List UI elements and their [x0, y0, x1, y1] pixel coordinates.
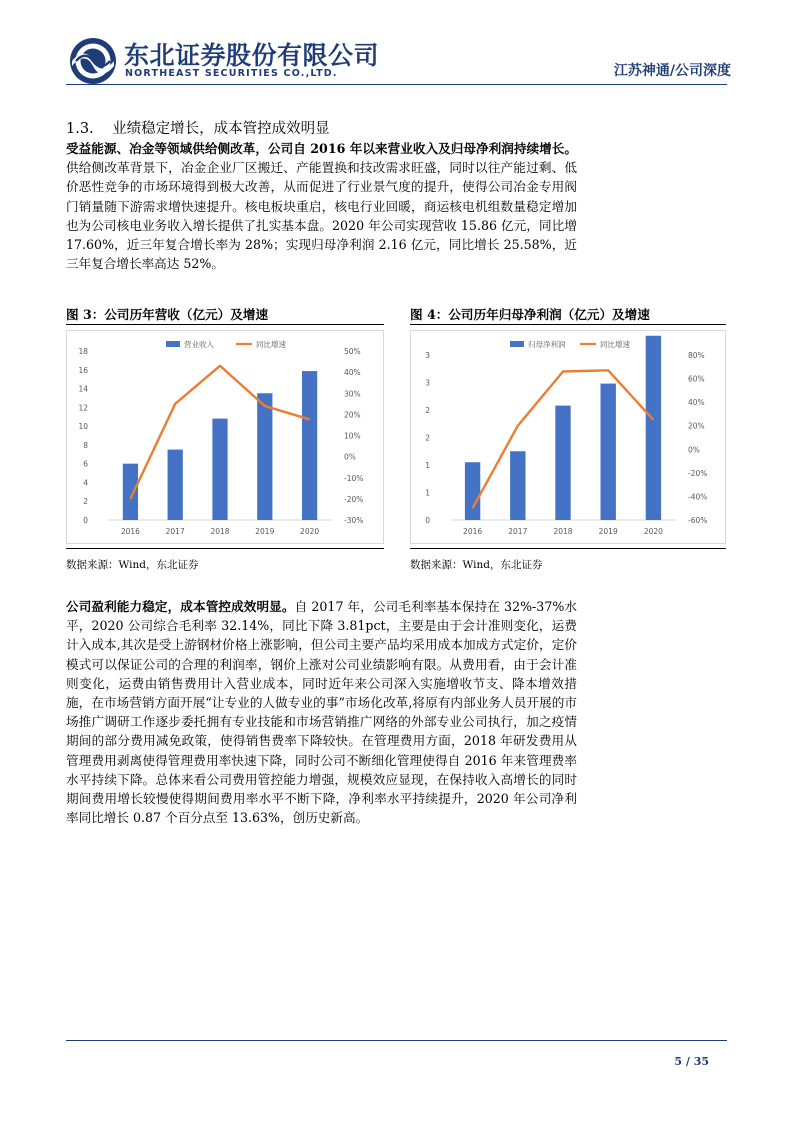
y-right-tick-label: -20% — [344, 494, 364, 504]
bar-2019 — [601, 384, 616, 520]
y-left-tick-label: 14 — [78, 384, 88, 394]
y-right-tick-label: -20% — [688, 468, 708, 478]
y-right-tick-label: 10% — [344, 431, 361, 441]
y-right-tick-label: 40% — [344, 368, 361, 378]
y-left-tick-label: 6 — [83, 459, 88, 469]
x-tick-label: 2018 — [210, 527, 230, 536]
section-heading — [66, 117, 330, 138]
company-logo — [68, 36, 118, 86]
y-right-tick-label: -60% — [688, 516, 708, 525]
x-tick-label: 2020 — [643, 527, 663, 536]
y-left-tick-label: 10 — [78, 422, 88, 432]
y-left-tick-label: 8 — [83, 440, 88, 450]
y-right-tick-label: 80% — [688, 351, 705, 360]
company-name-cn: 东北证券股份有限公司 — [124, 41, 380, 70]
y-left-tick-label: 12 — [78, 403, 88, 413]
figure-4-rule — [410, 324, 726, 325]
page-number: 5 / 35 — [674, 1055, 709, 1068]
revenue-chart — [66, 330, 384, 544]
paragraph-lead: 受益能源、冶金等领域供给侧改革，公司自 2016 年以来营业收入及归母净利润持续增长。 — [66, 141, 577, 156]
figure-4-title: 图 4：公司历年归母净利润（亿元）及增速 — [410, 307, 650, 322]
x-tick-label: 2019 — [598, 527, 618, 536]
legend-line-label: 同比增速 — [256, 340, 286, 349]
y-right-tick-label: 0% — [344, 452, 356, 462]
section-number: 1.3. — [66, 121, 94, 137]
y-right-tick-label: 50% — [344, 347, 361, 356]
y-right-tick-label: 0% — [688, 445, 700, 455]
paragraph-lead: 公司盈利能力稳定，成本管控成效明显。 — [66, 599, 295, 614]
y-right-tick-label: -40% — [688, 492, 708, 502]
bar-2018 — [212, 419, 227, 520]
y-left-tick-label: 0 — [83, 516, 88, 525]
legend-bar-label: 归母净利润 — [528, 340, 566, 349]
legend-line-label: 同比增速 — [600, 340, 630, 349]
paragraph-profitability — [66, 597, 577, 827]
legend-bar-label: 营业收入 — [184, 340, 214, 349]
figure-3-rule — [66, 324, 384, 325]
paragraph-body: 供给侧改革背景下，冶金企业厂区搬迁、产能置换和技改需求旺盛，同时以往产能过剩、低价恶性竞争的市场环境得到极大改善，从而促进了行业景气度的提升，使得公司冶金专用阀门销量随下游需求增快速提升。核电板块重启，核电行业回暖，商运核电机组数量稳定增加也为公司核电业务收入增长提供了扎实基本盘。2020 年公司实现营收 15.86 亿元，同比增 17.60%，近三年复合增长率为 28%；实现归母净利润 2.16 亿元，同比增长 25.58%，近三年复合增长率高达 52%。 — [66, 160, 577, 272]
company-name-en: NORTHEAST SECURITIES CO.,LTD. — [125, 68, 338, 79]
legend-bar-swatch — [166, 341, 180, 347]
y-right-tick-label: -10% — [344, 473, 364, 483]
bar-2019 — [257, 393, 272, 520]
bar-2016 — [465, 462, 480, 520]
bar-2016 — [123, 464, 138, 520]
y-left-tick-label: 4 — [83, 478, 88, 488]
y-right-tick-label: 20% — [344, 410, 361, 420]
y-right-tick-label: -30% — [344, 516, 364, 525]
figure-3-title: 图 3：公司历年营收（亿元）及增速 — [66, 307, 269, 322]
bar-2018 — [555, 406, 570, 520]
figure-4-source: 数据来源：Wind，东北证券 — [410, 559, 543, 571]
legend-bar-swatch — [510, 341, 524, 347]
footer-rule — [66, 1040, 727, 1041]
header-rule — [66, 84, 727, 85]
x-tick-label: 2018 — [553, 527, 573, 536]
bar-2020 — [302, 371, 317, 520]
y-left-tick-label: 2 — [83, 497, 88, 507]
y-left-tick-label: 3 — [425, 378, 430, 388]
figure-3-bottom-rule — [66, 548, 384, 549]
y-left-tick-label: 1 — [425, 488, 430, 498]
y-right-tick-label: 20% — [688, 421, 705, 431]
x-tick-label: 2019 — [255, 527, 275, 536]
bar-2017 — [510, 451, 525, 520]
section-title: 业绩稳定增长，成本管控成效明显 — [112, 121, 330, 137]
bar-2020 — [646, 336, 661, 520]
y-left-tick-label: 2 — [425, 406, 430, 415]
bar-2017 — [168, 450, 183, 520]
paragraph-body: 自 2017 年，公司毛利率基本保持在 32%-37%水平，2020 公司综合毛利率 32.14%，同比下降 3.81pct，主要是由于会计准则变化，运费计入成本,其次是受上游钢材价格上涨影响，但公司主要产品均采用成本加成方式定价，定价模式可以保证公司的合理的利润率，钢价上涨对公司业绩影响有限。从费用看，由于会计准则变化，运费由销售费用计入营业成本，同时近年来公司深入实施增收节支、降本增效措施，在市场营销方面开展“让专业的人做专业的事”市场化改革,将原有内部业务人员开展的市场推广调研工作逐步委托拥有专业技能和市场营销推广网络的外部专业公司执行，加之疫情期间的部分费用减免政策，使得销售费率下降较快。在管理费用方面，2018 年研发费用从管理费用剥离使得管理费用率快速下降，同时公司不断细化管理使得自 2016 年来管理费率水平持续下降。总体来看公司费用管控能力增强，规模效应显现，在保持收入高增长的同时期间费用增长较慢使得期间费用率水平不断下降，净利率水平持续提升，2020 年公司净利率同比增长 0.87 个百分点至 13.63%，创历史新高。 — [66, 599, 577, 826]
y-right-tick-label: 30% — [344, 389, 361, 399]
y-left-tick-label: 0 — [425, 516, 430, 525]
y-right-tick-label: 60% — [688, 374, 705, 384]
report-tag: 江苏神通/公司深度 — [613, 63, 731, 79]
figure-4-bottom-rule — [410, 548, 726, 549]
logo-emblem-icon — [68, 36, 118, 86]
figure-3-source: 数据来源：Wind，东北证券 — [66, 559, 199, 571]
y-left-tick-label: 1 — [425, 461, 430, 470]
x-tick-label: 2017 — [165, 527, 185, 536]
y-left-tick-label: 18 — [78, 347, 88, 356]
x-tick-label: 2016 — [463, 527, 483, 536]
x-tick-label: 2020 — [300, 527, 320, 536]
net-profit-chart — [410, 330, 726, 544]
y-left-tick-label: 3 — [425, 351, 430, 360]
paragraph-performance — [66, 139, 577, 273]
y-left-tick-label: 2 — [425, 433, 430, 443]
x-tick-label: 2017 — [508, 527, 528, 536]
y-left-tick-label: 16 — [78, 365, 88, 375]
y-right-tick-label: 40% — [688, 398, 705, 408]
x-tick-label: 2016 — [120, 527, 140, 536]
